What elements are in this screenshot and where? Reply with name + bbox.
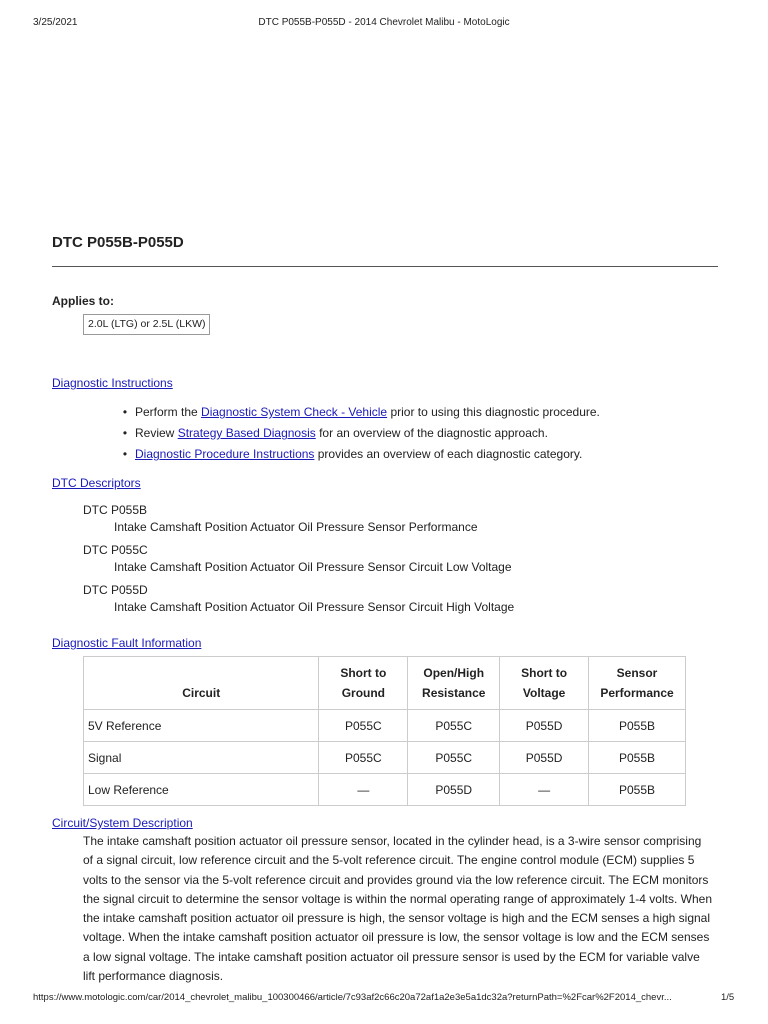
diagnostic-fault-information-link[interactable]: Diagnostic Fault Information	[52, 636, 202, 650]
list-item: • Review Strategy Based Diagnosis for an overview of the diagnostic approach.	[115, 423, 600, 444]
list-item: • Diagnostic Procedure Instructions provides an overview of each diagnostic category.	[115, 444, 600, 465]
title-divider	[52, 266, 718, 267]
table-cell: P055B	[589, 710, 686, 742]
diagnostic-instructions-link[interactable]: Diagnostic Instructions	[52, 376, 173, 390]
page-title: DTC P055B-P055D	[52, 234, 184, 251]
print-date: 3/25/2021	[33, 17, 78, 28]
applies-to-value: 2.0L (LTG) or 2.5L (LKW)	[83, 314, 210, 335]
dtc-description: Intake Camshaft Position Actuator Oil Pressure Sensor Performance	[114, 520, 478, 534]
column-header-short-to-voltage: Short to Voltage	[500, 657, 589, 710]
print-header	[0, 17, 768, 31]
fault-information-table	[83, 656, 686, 806]
bullet-icon: •	[122, 405, 128, 419]
column-header-sensor-performance: Sensor Performance	[589, 657, 686, 710]
diagnostic-procedure-instructions-link[interactable]: Diagnostic Procedure Instructions	[135, 447, 315, 461]
table-cell: P055C	[319, 710, 408, 742]
table-row	[84, 742, 686, 774]
table-cell: P055C	[408, 742, 500, 774]
table-row	[84, 710, 686, 742]
table-cell: 5V Reference	[84, 710, 319, 742]
dtc-description: Intake Camshaft Position Actuator Oil Pressure Sensor Circuit Low Voltage	[114, 560, 512, 574]
table-cell: —	[319, 774, 408, 806]
page-number: 1/5	[721, 992, 735, 1003]
table-cell: P055B	[589, 742, 686, 774]
dtc-code: DTC P055B	[83, 503, 148, 517]
list-item: • Perform the Diagnostic System Check - Vehicle prior to using this diagnostic procedure.	[115, 402, 600, 423]
dtc-code: DTC P055D	[83, 583, 148, 597]
print-url: https://www.motologic.com/car/2014_chevrolet_malibu_100300466/article/7c93af2c66c20a72af1a2e3e5a1dc32a?returnPath=%2Fcar%2F2014_chevr...	[33, 992, 672, 1003]
column-header-open-high-resistance: Open/High Resistance	[408, 657, 500, 710]
table-cell: P055D	[500, 710, 589, 742]
bullet-icon: •	[122, 447, 128, 461]
applies-to-label: Applies to:	[52, 294, 114, 308]
table-cell: P055B	[589, 774, 686, 806]
dtc-descriptors-list	[83, 502, 514, 622]
dtc-description: Intake Camshaft Position Actuator Oil Pressure Sensor Circuit High Voltage	[114, 600, 515, 614]
table-cell: —	[500, 774, 589, 806]
table-row	[84, 774, 686, 806]
column-header-short-to-ground: Short to Ground	[319, 657, 408, 710]
diagnostic-system-check-link[interactable]: Diagnostic System Check - Vehicle	[201, 405, 388, 419]
table-cell: P055D	[408, 774, 500, 806]
diagnostic-instructions-list	[115, 402, 600, 465]
dtc-descriptors-link[interactable]: DTC Descriptors	[52, 476, 141, 490]
table-cell: Signal	[84, 742, 319, 774]
table-header-row	[84, 657, 686, 710]
print-title: DTC P055B-P055D - 2014 Chevrolet Malibu - MotoLogic	[258, 17, 510, 28]
circuit-description-text: The intake camshaft position actuator oil pressure sensor, located in the cylinder head, is a 3-wire sensor comprising of a signal circuit, low reference circuit and the 5-volt reference circuit. The engine control module (ECM) supplies 5 volts to the sensor via the 5-volt reference circuit and provides ground via the low reference circuit. The ECM monitors the signal circuit to determine the sensor voltage is within the normal operating range of approximately 1-4 volts. When the intake camshaft position actuator oil pressure is high, the sensor voltage is high and the ECM senses a high signal voltage. When the intake camshaft position actuator oil pressure is low, the sensor voltage is low and the ECM senses a low signal voltage. The intake camshaft position actuator oil pressure sensor is used by the ECM for variable valve lift performance diagnosis.	[83, 834, 712, 984]
column-header-circuit: Circuit	[84, 657, 319, 710]
circuit-system-description-link[interactable]: Circuit/System Description	[52, 816, 193, 830]
table-cell: P055D	[500, 742, 589, 774]
table-cell: P055C	[319, 742, 408, 774]
strategy-based-diagnosis-link[interactable]: Strategy Based Diagnosis	[177, 426, 316, 440]
dtc-code: DTC P055C	[83, 543, 148, 557]
bullet-icon: •	[122, 426, 128, 440]
table-cell: Low Reference	[84, 774, 319, 806]
table-cell: P055C	[408, 710, 500, 742]
